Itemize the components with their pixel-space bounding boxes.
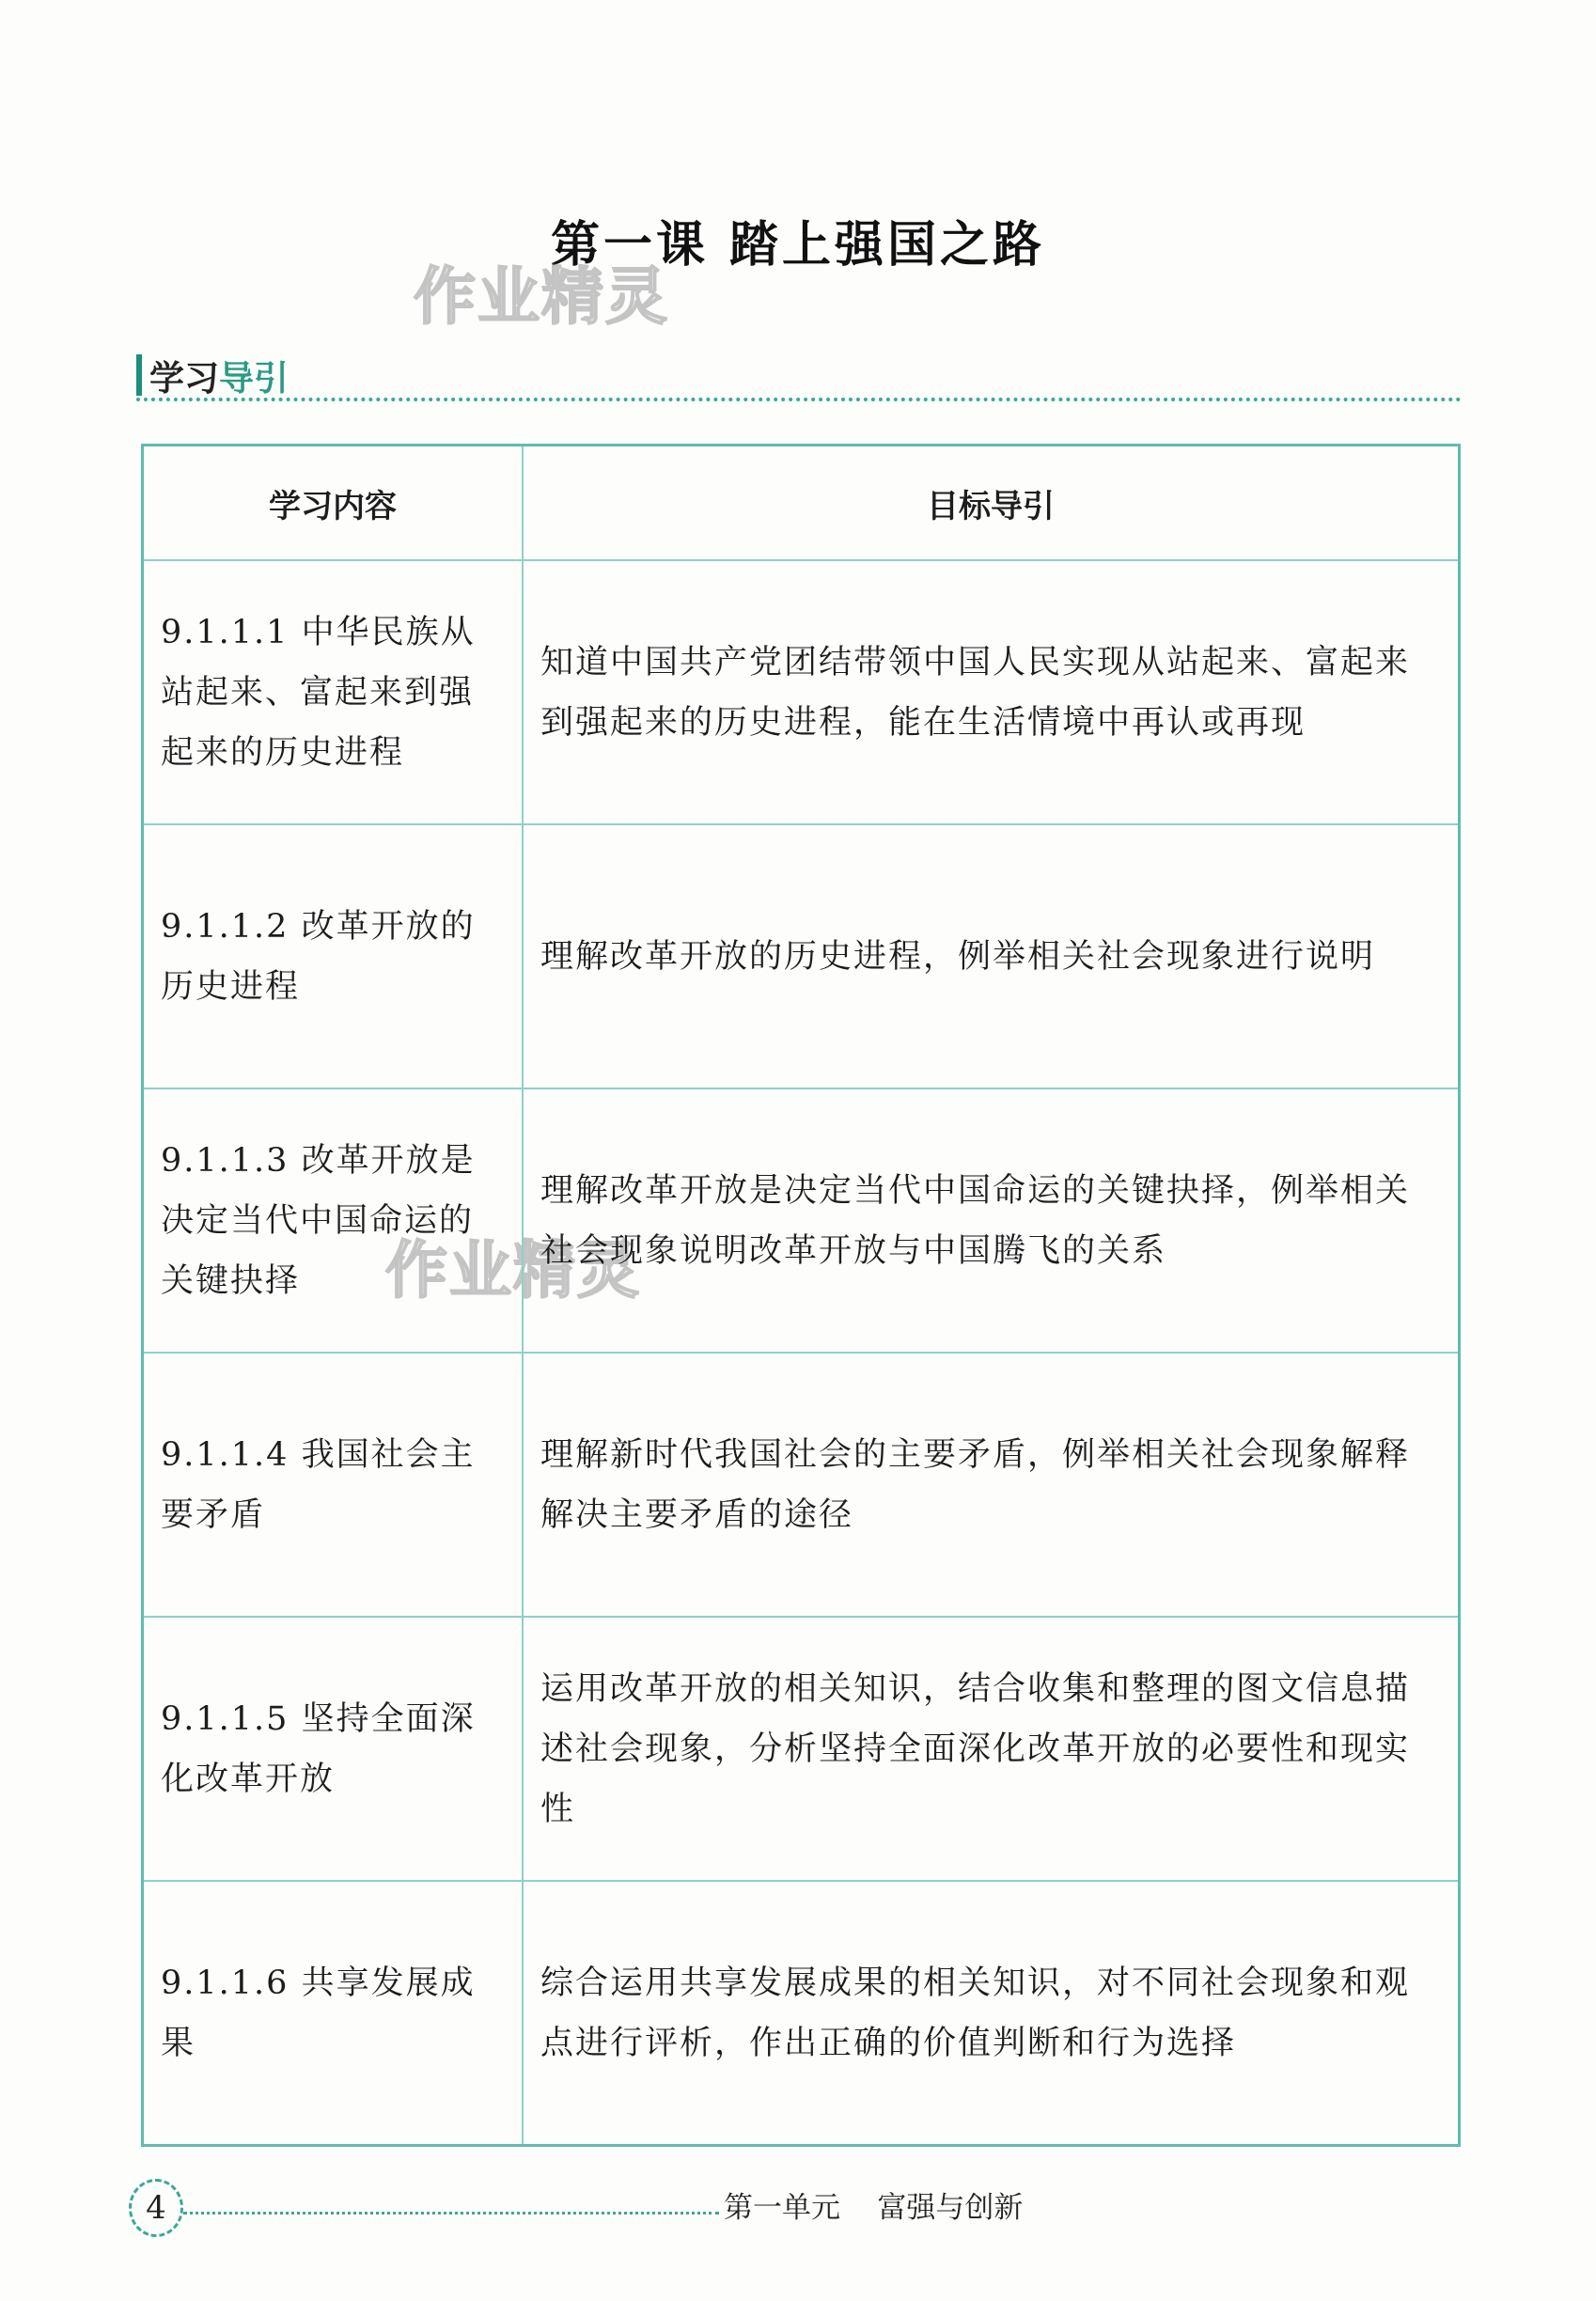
section-label-a: 学习 [149,358,219,399]
table-row [143,1617,1460,1881]
watermark: 作业精灵 [385,1234,641,1307]
row-goal: 运用改革开放的相关知识，结合收集和整理的图文信息描述社会现象，分析坚持全面深化改革开放的必要性和现实性 [523,1617,1460,1881]
row-goal: 知道中国共产党团结带领中国人民实现从站起来、富起来到强起来的历史进程，能在生活情境中再认或再现 [523,560,1460,824]
row-content: 9.1.1.2 改革开放的历史进程 [143,824,524,1088]
row-goal: 综合运用共享发展成果的相关知识，对不同社会现象和观点进行评析，作出正确的价值判断和行为选择 [523,1881,1460,2146]
row-goal: 理解改革开放是决定当代中国命运的关键抉择，例举相关社会现象说明改革开放与中国腾飞的关系 [523,1088,1460,1353]
table-header-row [143,446,1460,561]
row-goal: 理解改革开放的历史进程，例举相关社会现象进行说明 [523,824,1460,1088]
page-number: 4 [129,2179,183,2237]
header-content: 学习内容 [143,446,524,561]
watermark: 作业精灵 [414,260,669,333]
footer-unit-title: 第一单元 富强与创新 [724,2191,1024,2225]
row-content: 9.1.1.6 共享发展成果 [143,1881,524,2146]
row-content: 9.1.1.5 坚持全面深化改革开放 [143,1617,524,1881]
row-content: 9.1.1.4 我国社会主要矛盾 [143,1353,524,1617]
guide-table [141,444,1461,2147]
row-content: 9.1.1.1 中华民族从站起来、富起来到强起来的历史进程 [143,560,524,824]
table-row [143,560,1460,824]
section-heading [136,350,289,400]
row-goal: 理解新时代我国社会的主要矛盾，例举相关社会现象解释解决主要矛盾的途径 [523,1353,1460,1617]
header-goal: 目标导引 [523,446,1460,561]
section-divider [136,398,1462,401]
table-row [143,1088,1460,1353]
section-bar-icon [136,354,142,396]
table-row [143,1881,1460,2146]
footer-divider [183,2212,719,2215]
lesson-title: 第一课 踏上强国之路 [550,216,1046,274]
table-row [143,1353,1460,1617]
section-label-b: 导引 [219,358,289,399]
row-content: 9.1.1.3 改革开放是决定当代中国命运的关键抉择 [143,1088,524,1353]
table-row [143,824,1460,1088]
